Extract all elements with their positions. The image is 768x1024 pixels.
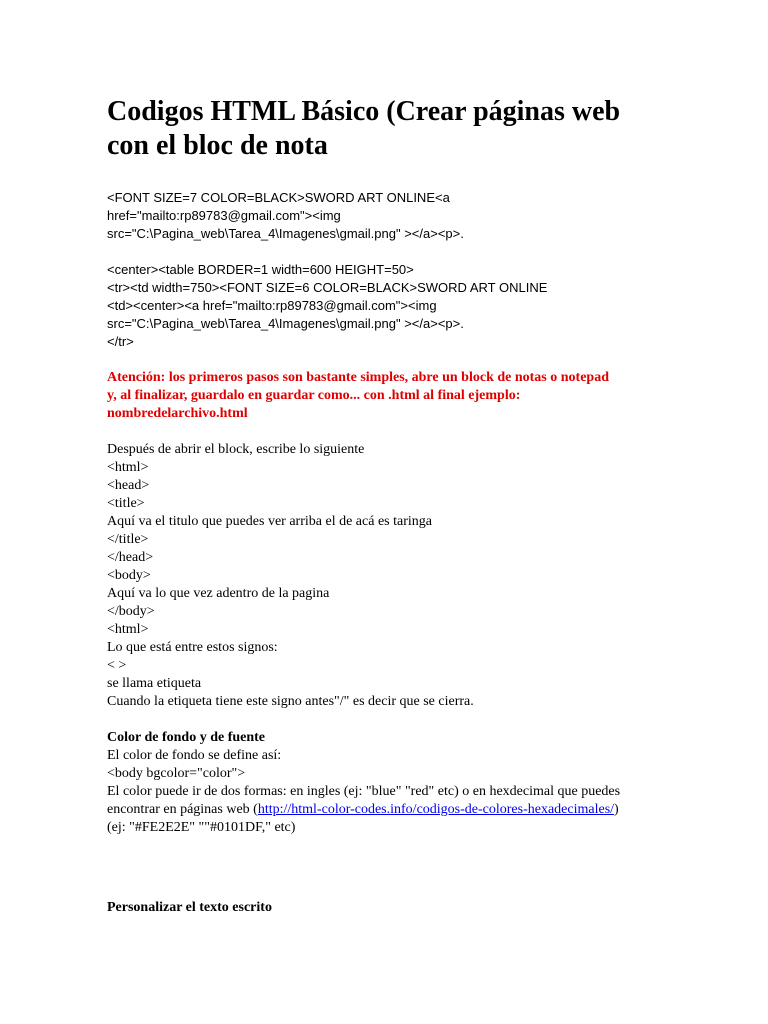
step-line: <html> <box>107 622 149 637</box>
step-line: Aquí va el titulo que puedes ver arriba el de acá es taringa <box>107 514 432 529</box>
spacer <box>107 855 667 899</box>
section-heading-color: Color de fondo y de fuente <box>107 730 266 745</box>
step-line: Aquí va lo que vez adentro de la pagina <box>107 586 330 601</box>
code-line: <FONT SIZE=7 COLOR=BLACK>SWORD ART ONLINE<a <box>107 190 450 205</box>
step-line: <title> <box>107 496 145 511</box>
step-line: Lo que está entre estos signos: <box>107 640 278 655</box>
code-line: src="C:\Pagina_web\Tarea_4\Imagenes\gmail.png" ></a><p>. <box>107 226 464 241</box>
code-line: <td><center><a href="mailto:rp89783@gmail.com"><img <box>107 298 437 313</box>
step-line: <html> <box>107 460 149 475</box>
page-title: Codigos HTML Básico (Crear páginas web con el bloc de nota <box>107 96 621 161</box>
warning-line: nombredelarchivo.html <box>107 406 248 421</box>
color-line: El color de fondo se define así: <box>107 748 282 763</box>
steps-section <box>107 441 667 711</box>
step-line: </body> <box>107 604 155 619</box>
code-line: <tr><td width=750><FONT SIZE=6 COLOR=BLACK>SWORD ART ONLINE <box>107 280 548 295</box>
color-codes-link[interactable]: http://html-color-codes.info/codigos-de-colores-hexadecimales/ <box>257 802 615 817</box>
document-page <box>107 95 667 917</box>
color-section <box>107 729 667 837</box>
warning-note <box>107 369 667 423</box>
link-prefix: encontrar en páginas web ( <box>107 802 258 817</box>
code-line: href="mailto:rp89783@gmail.com"><img <box>107 208 341 223</box>
step-line: <body> <box>107 568 151 583</box>
step-line: se llama etiqueta <box>107 676 202 691</box>
step-line: Cuando la etiqueta tiene este signo antes"/" es decir que se cierra. <box>107 694 474 709</box>
color-line: <body bgcolor="color"> <box>107 766 246 781</box>
warning-line: Atención: los primeros pasos son bastante simples, abre un block de notas o notepad <box>107 370 609 385</box>
color-line: (ej: "#FE2E2E" ""#0101DF," etc) <box>107 820 296 835</box>
color-line-with-link <box>107 801 667 819</box>
code-line: </tr> <box>107 334 134 349</box>
section-heading-personalizar: Personalizar el texto escrito <box>107 900 272 915</box>
code-line: src="C:\Pagina_web\Tarea_4\Imagenes\gmail.png" ></a><p>. <box>107 316 464 331</box>
step-line: Después de abrir el block, escribe lo siguiente <box>107 442 365 457</box>
color-line: El color puede ir de dos formas: en ingles (ej: "blue" "red" etc) o en hexdecimal que puedes <box>107 784 621 799</box>
link-suffix: ) <box>614 802 619 817</box>
step-line: <head> <box>107 478 150 493</box>
step-line: </head> <box>107 550 154 565</box>
code-example-font <box>107 189 667 243</box>
step-line: < > <box>107 658 127 673</box>
code-example-table <box>107 261 667 351</box>
step-line: </title> <box>107 532 149 547</box>
warning-line: y, al finalizar, guardalo en guardar como... con .html al final ejemplo: <box>107 388 521 403</box>
code-line: <center><table BORDER=1 width=600 HEIGHT=50> <box>107 262 414 277</box>
